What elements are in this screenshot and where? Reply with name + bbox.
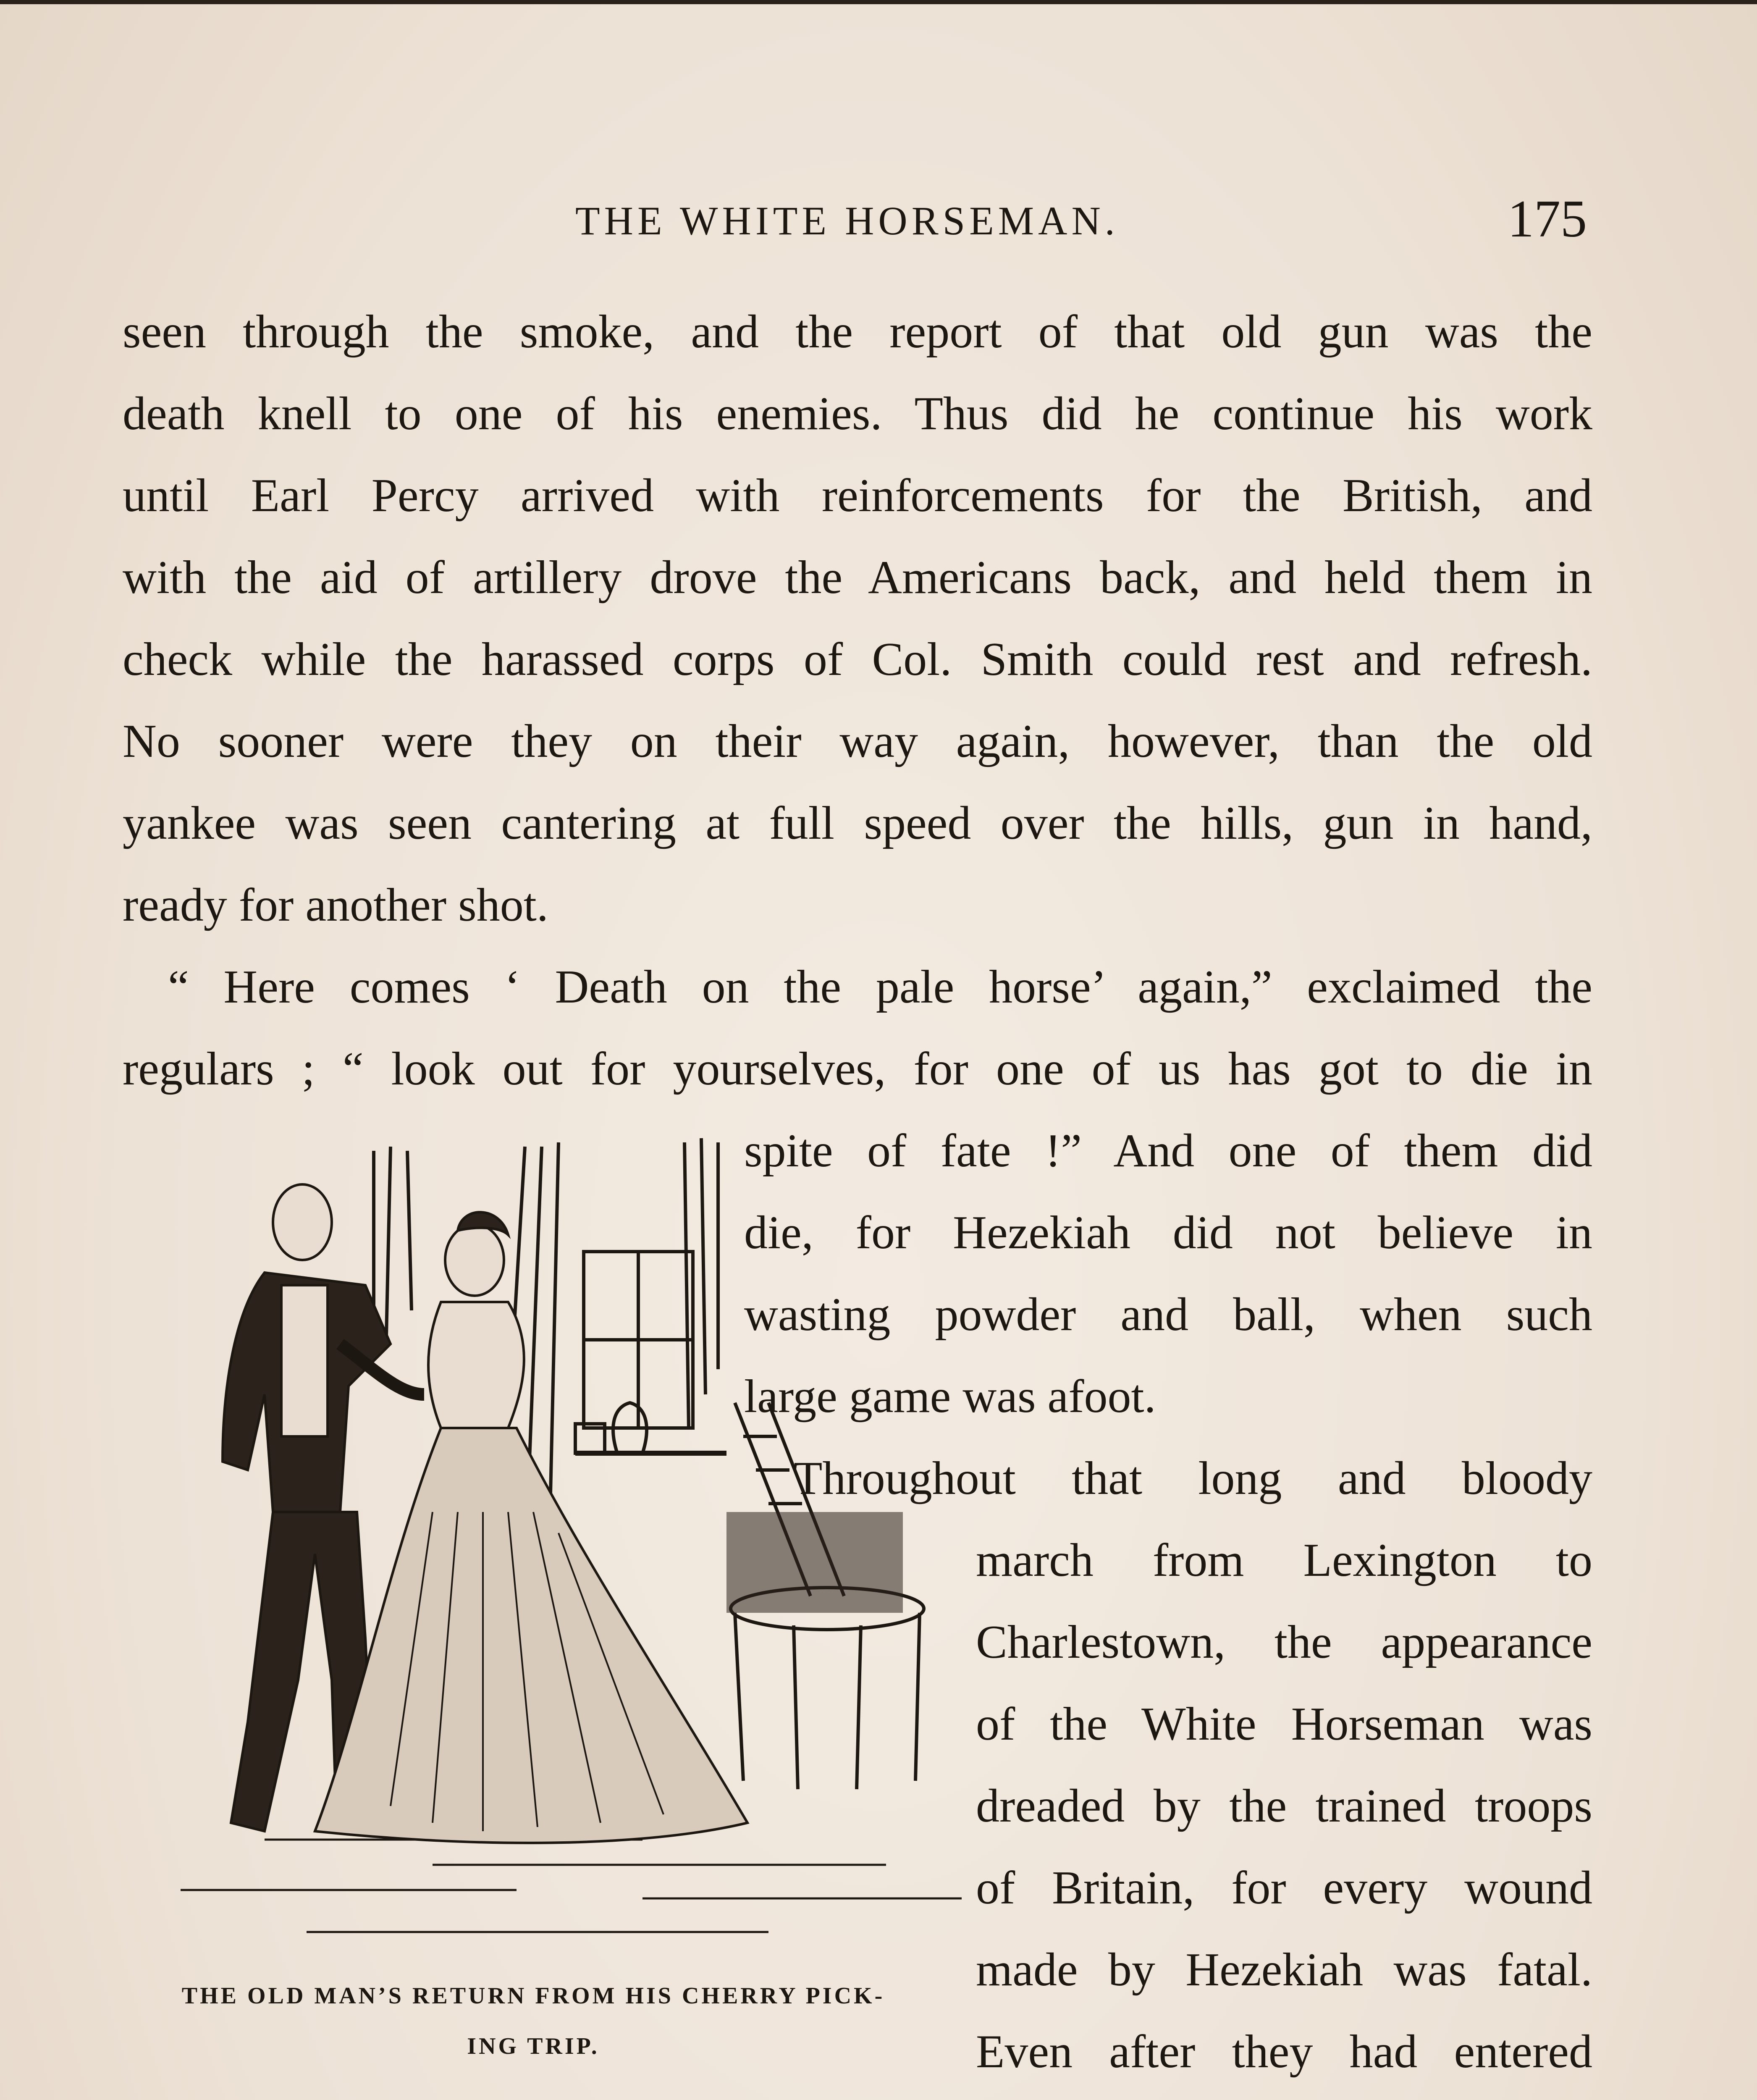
text-line: die, for Hezekiah did not believe in bbox=[744, 1207, 1592, 1259]
illustration-caption-line1: THE OLD MAN’S RETURN FROM HIS CHERRY PICK- bbox=[181, 1983, 885, 2009]
engraving-illustration bbox=[139, 1134, 962, 1974]
text-line: Even after they had entered bbox=[976, 2026, 1592, 2078]
text-line: Throughout that long and bloody bbox=[794, 1452, 1592, 1504]
text-line: large game was afoot. bbox=[744, 1370, 1156, 1423]
text-line: with the aid of artillery drove the Americans back, and held them in bbox=[123, 551, 1592, 604]
text-line: yankee was seen cantering at full speed over the hills, gun in hand, bbox=[123, 797, 1592, 849]
text-line: wasting powder and ball, when such bbox=[744, 1289, 1592, 1341]
text-line: Charlestown, the appearance bbox=[976, 1616, 1592, 1668]
text-line: check while the harassed corps of Col. Smith could rest and refresh. bbox=[123, 633, 1592, 685]
text-line: seen through the smoke, and the report of that old gun was the bbox=[123, 306, 1592, 358]
text-line: No sooner were they on their way again, however, than the old bbox=[123, 715, 1592, 767]
text-line: “ Here comes ‘ Death on the pale horse’ again,” exclaimed the bbox=[168, 961, 1592, 1013]
text-line: ready for another shot. bbox=[123, 879, 548, 931]
text-line: made by Hezekiah was fatal. bbox=[976, 1944, 1592, 1996]
text-line: death knell to one of his enemies. Thus did he continue his work bbox=[123, 388, 1592, 440]
text-line: of the White Horseman was bbox=[976, 1698, 1592, 1750]
text-line: dreaded by the trained troops bbox=[976, 1780, 1592, 1832]
text-line: until Earl Percy arrived with reinforcements for the British, and bbox=[123, 470, 1592, 522]
text-line: of Britain, for every wound bbox=[976, 1862, 1592, 1914]
running-head: THE WHITE HORSEMAN. bbox=[575, 198, 1119, 243]
illustration-caption-line2: ING TRIP. bbox=[467, 2033, 600, 2059]
text-line: spite of fate !” And one of them did bbox=[744, 1125, 1592, 1177]
text-line: regulars ; “ look out for yourselves, for one of us has got to die in bbox=[123, 1043, 1592, 1095]
page-number: 175 bbox=[1508, 190, 1587, 248]
page-top-edge bbox=[0, 0, 1757, 4]
text-line: march from Lexington to bbox=[976, 1534, 1592, 1586]
